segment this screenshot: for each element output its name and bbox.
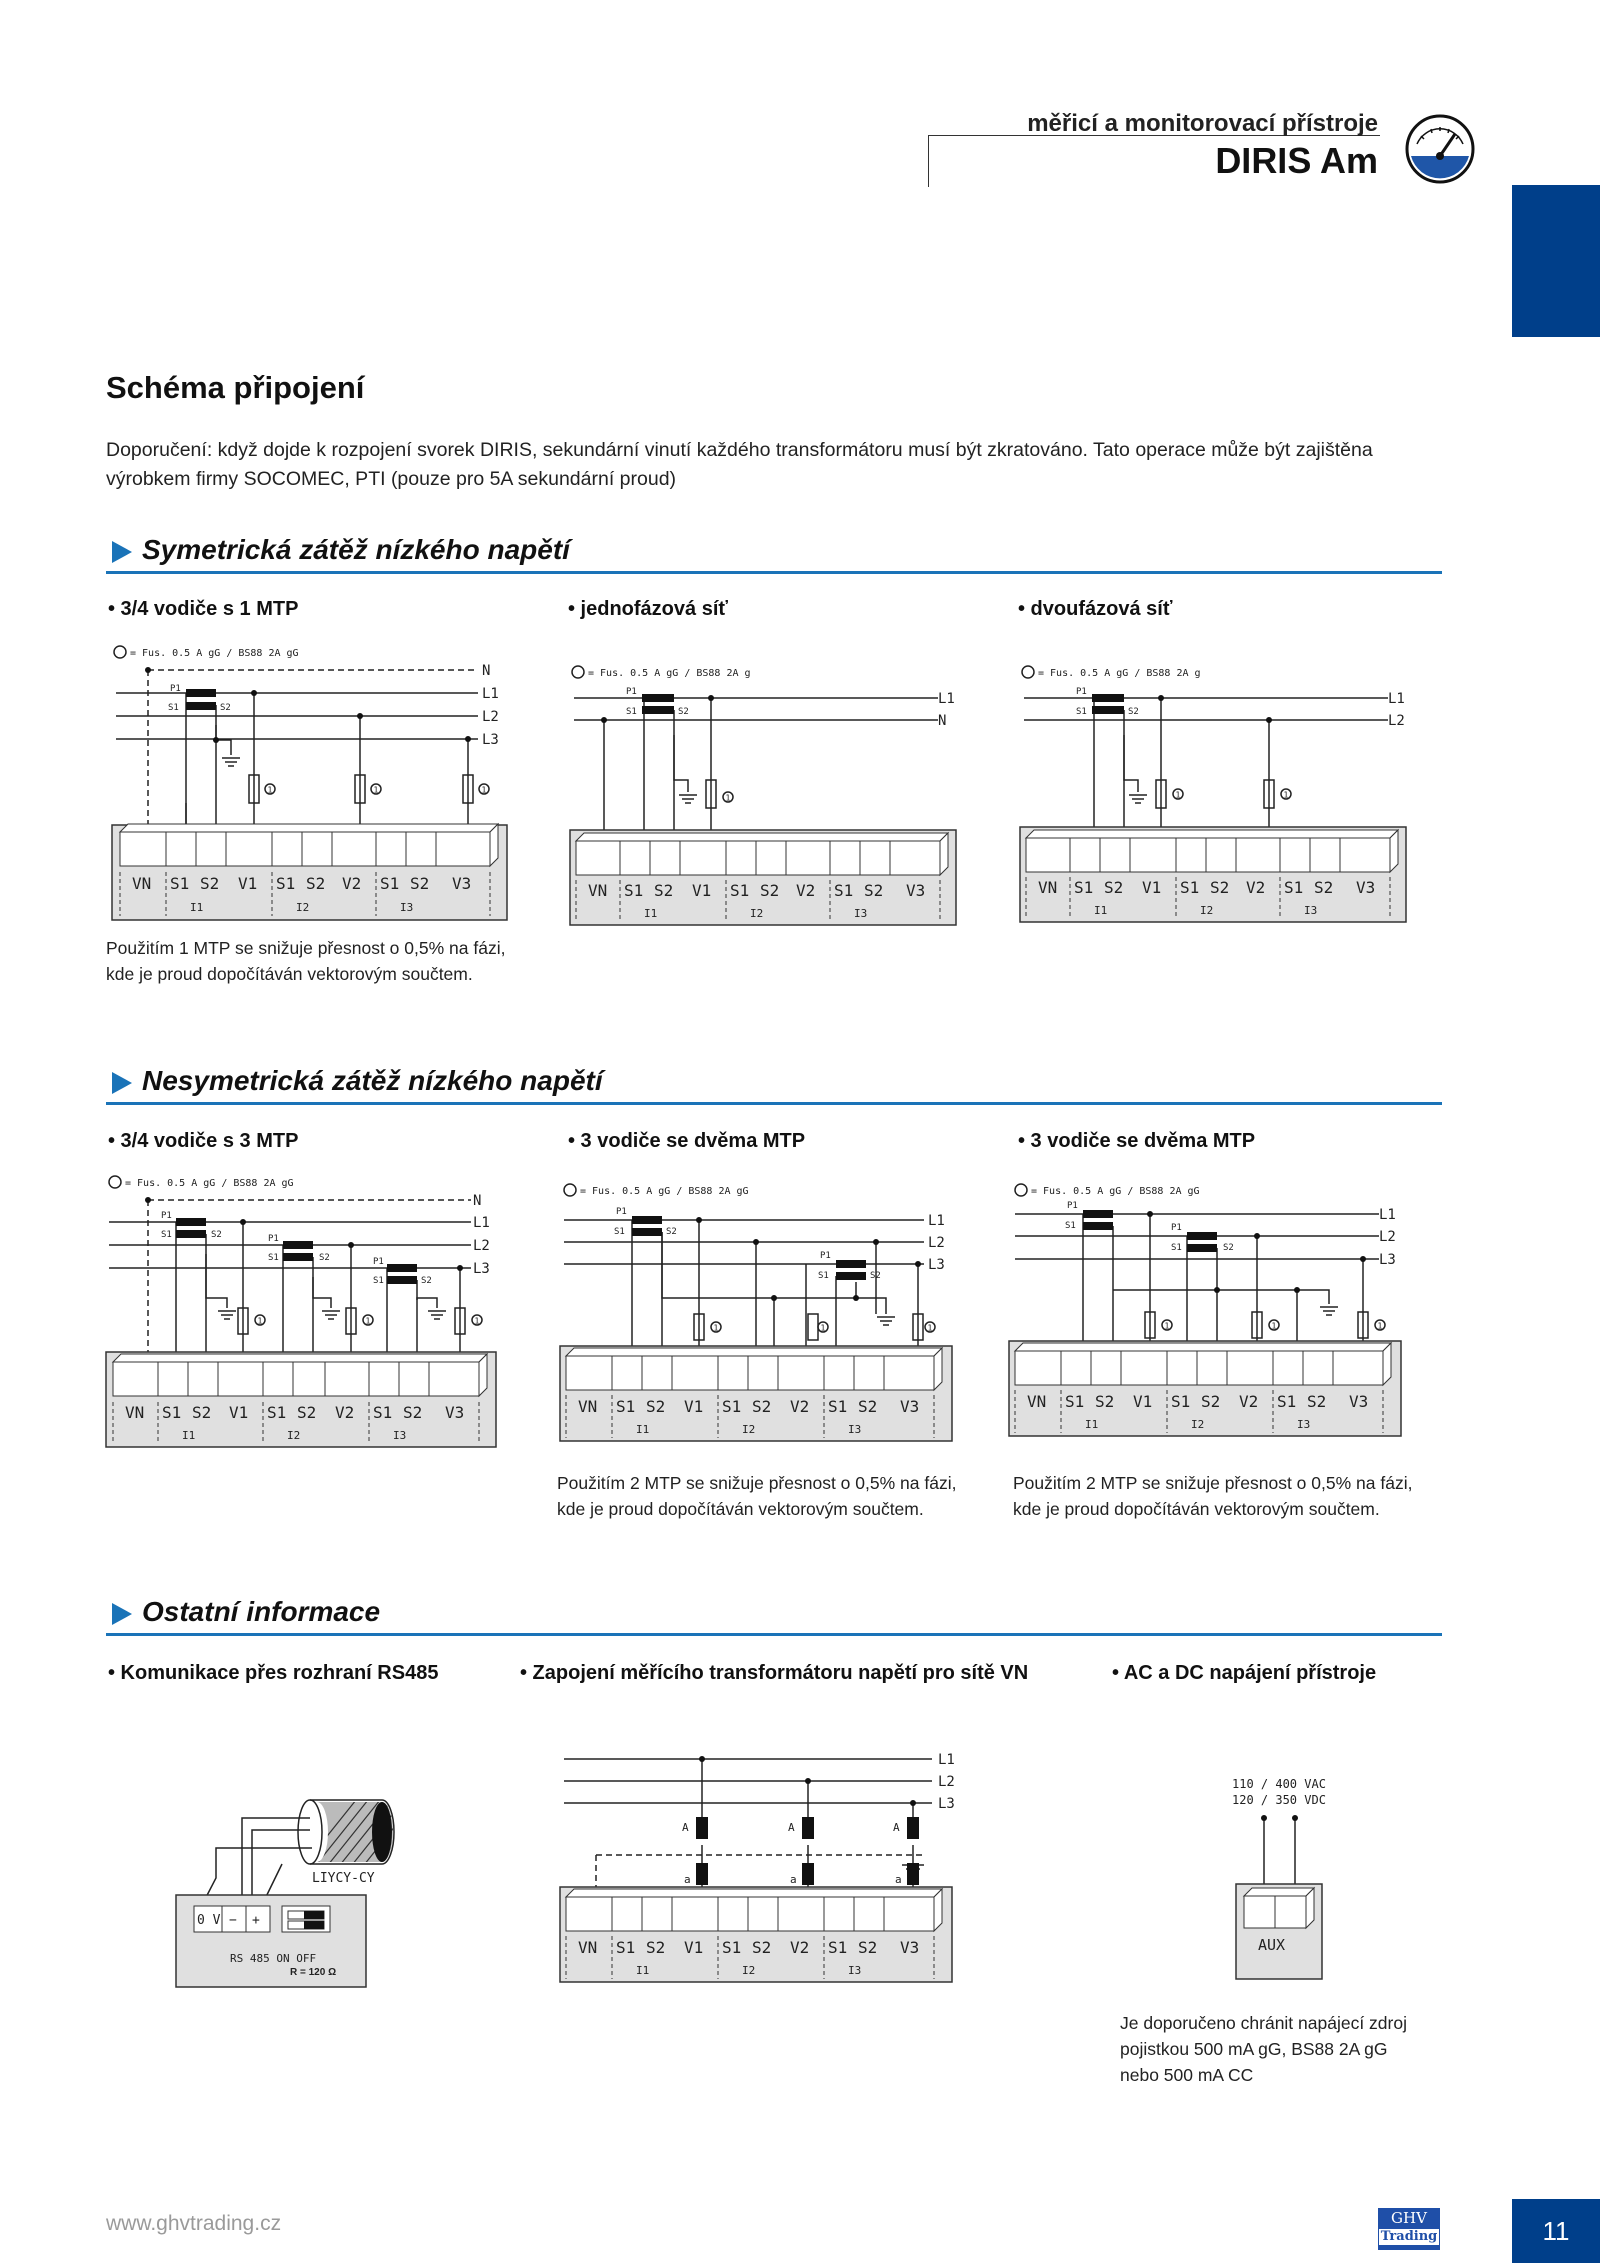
- svg-text:P1: P1: [268, 1234, 279, 1244]
- svg-text:L1: L1: [938, 691, 955, 707]
- section-header-asymmetric: [106, 1064, 1442, 1105]
- svg-text:L2: L2: [1379, 1229, 1396, 1245]
- svg-text:S2: S2: [870, 1271, 881, 1281]
- svg-text:N: N: [482, 663, 491, 679]
- wiring-diagram-asym-3mtp: [103, 1172, 523, 1452]
- note-sym-1mtp: Použitím 1 MTP se snižuje přesnost o 0,5% na fázi, kde je proud dopočítáván vektorovým součtem.: [106, 938, 506, 984]
- svg-text:V1: V1: [684, 1397, 704, 1416]
- subheading-other-col1: • Komunikace přes rozhraní RS485: [108, 1662, 439, 1684]
- svg-text:S2: S2: [858, 1397, 878, 1416]
- svg-text:S1: S1: [722, 1938, 742, 1957]
- svg-text:S1: S1: [1171, 1243, 1182, 1253]
- svg-text:L1: L1: [473, 1215, 490, 1231]
- svg-text:L1: L1: [928, 1213, 945, 1229]
- section-title: Symetrická zátěž nízkého napětí: [142, 534, 570, 565]
- svg-text:VN: VN: [1027, 1392, 1047, 1411]
- svg-text:V1: V1: [692, 881, 712, 900]
- svg-text:I1: I1: [1085, 1418, 1099, 1431]
- svg-text:= Fus. 0.5 A gG / BS88 2A g: = Fus. 0.5 A gG / BS88 2A g: [1038, 668, 1201, 679]
- svg-text:S2: S2: [200, 874, 220, 893]
- svg-text:S2: S2: [1104, 878, 1124, 897]
- svg-text:S1: S1: [614, 1227, 625, 1237]
- svg-text:a: a: [684, 1873, 691, 1886]
- section-title: Nesymetrická zátěž nízkého napětí: [142, 1065, 603, 1096]
- fuse-marker: 1: [927, 1323, 933, 1333]
- svg-text:a: a: [895, 1873, 902, 1886]
- note-aux-supply: Je doporučeno chránit napájecí zdroj pojistkou 500 mA gG, BS88 2A gG nebo 500 mA CC: [1120, 2013, 1407, 2085]
- svg-text:L1: L1: [1379, 1207, 1396, 1223]
- svg-text:P1: P1: [373, 1257, 384, 1267]
- svg-text:S1: S1: [828, 1938, 848, 1957]
- svg-text:L2: L2: [938, 1774, 955, 1790]
- svg-text:LIYCY-CY: LIYCY-CY: [312, 1871, 375, 1886]
- svg-text:V3: V3: [1356, 878, 1376, 897]
- svg-text:S1: S1: [616, 1938, 636, 1957]
- svg-text:S1: S1: [267, 1403, 287, 1422]
- fuse-marker: 1: [1377, 1321, 1383, 1331]
- fuse-marker: 1: [713, 1323, 719, 1333]
- side-tab: [1512, 185, 1600, 337]
- svg-text:S2: S2: [220, 703, 231, 713]
- svg-text:S1: S1: [730, 881, 750, 900]
- svg-text:L1: L1: [938, 1752, 955, 1768]
- svg-text:S1: S1: [616, 1397, 636, 1416]
- svg-text:S1: S1: [1076, 707, 1087, 717]
- header-title: DIRIS Am: [1215, 140, 1378, 181]
- svg-text:I3: I3: [848, 1423, 862, 1436]
- svg-text:P1: P1: [161, 1211, 172, 1221]
- svg-text:L2: L2: [1388, 713, 1405, 729]
- section-arrow-icon: [112, 541, 132, 563]
- svg-text:P1: P1: [820, 1251, 831, 1261]
- fuse-marker: 1: [365, 1316, 371, 1326]
- svg-text:S2: S2: [403, 1403, 423, 1422]
- fuse-marker: 1: [820, 1323, 826, 1333]
- svg-text:VN: VN: [578, 1938, 598, 1957]
- svg-text:L3: L3: [938, 1796, 955, 1812]
- svg-text:S1: S1: [1180, 878, 1200, 897]
- svg-text:VN: VN: [132, 874, 152, 893]
- svg-text:V1: V1: [1142, 878, 1162, 897]
- subheading-asym-col1: • 3/4 vodiče s 3 MTP: [108, 1130, 299, 1152]
- svg-text:S1: S1: [1074, 878, 1094, 897]
- svg-text:S2: S2: [752, 1397, 772, 1416]
- svg-text:I2: I2: [1200, 904, 1214, 917]
- svg-text:P1: P1: [1076, 687, 1087, 697]
- svg-text:V2: V2: [1246, 878, 1266, 897]
- svg-text:V3: V3: [906, 881, 926, 900]
- svg-text:S2: S2: [858, 1938, 878, 1957]
- header-rule-vertical: [928, 135, 929, 187]
- section-arrow-icon: [112, 1603, 132, 1625]
- svg-text:S2: S2: [646, 1397, 666, 1416]
- svg-text:S2: S2: [1201, 1392, 1221, 1411]
- svg-text:I1: I1: [190, 901, 204, 914]
- svg-text:P1: P1: [616, 1207, 627, 1217]
- svg-text:S2: S2: [1128, 707, 1139, 717]
- svg-text:S1: S1: [834, 881, 854, 900]
- svg-text:L3: L3: [473, 1261, 490, 1277]
- svg-text:L3: L3: [482, 732, 499, 748]
- svg-text:V2: V2: [790, 1938, 810, 1957]
- svg-text:I2: I2: [287, 1429, 301, 1442]
- svg-text:S2: S2: [1210, 878, 1230, 897]
- subheading-sym-col1: • 3/4 vodiče s 1 MTP: [108, 598, 299, 620]
- svg-text:I1: I1: [644, 907, 658, 920]
- svg-text:S2: S2: [646, 1938, 666, 1957]
- svg-text:P1: P1: [1067, 1201, 1078, 1211]
- page-number: 11: [1512, 2199, 1600, 2263]
- subheading-sym-col2: • jednofázová síť: [568, 598, 728, 620]
- svg-text:120 / 350 VDC: 120 / 350 VDC: [1232, 1793, 1326, 1807]
- svg-text:A: A: [788, 1821, 795, 1834]
- svg-text:V2: V2: [1239, 1392, 1259, 1411]
- svg-text:I2: I2: [1191, 1418, 1205, 1431]
- svg-text:V2: V2: [335, 1403, 355, 1422]
- svg-text:S2: S2: [678, 707, 689, 717]
- svg-text:N: N: [473, 1193, 482, 1209]
- svg-text:S2: S2: [410, 874, 430, 893]
- fuse-marker: 1: [373, 785, 379, 795]
- fuse-marker: 1: [1175, 790, 1181, 800]
- svg-text:A: A: [682, 1821, 689, 1834]
- svg-text:I2: I2: [742, 1423, 756, 1436]
- svg-text:= Fus. 0.5 A gG / BS88 2A gG: = Fus. 0.5 A gG / BS88 2A gG: [580, 1186, 749, 1197]
- svg-text:L1: L1: [1388, 691, 1405, 707]
- subheading-asym-col3: • 3 vodiče se dvěma MTP: [1018, 1130, 1256, 1152]
- note-3wire-2mtp-a: Použitím 2 MTP se snižuje přesnost o 0,5% na fázi, kde je proud dopočítáván vektorovým součtem.: [557, 1473, 957, 1519]
- note-3wire-2mtp-b: Použitím 2 MTP se snižuje přesnost o 0,5% na fázi, kde je proud dopočítáván vektorovým součtem.: [1013, 1473, 1413, 1519]
- svg-text:RS 485 ON OFF: RS 485 ON OFF: [230, 1952, 317, 1965]
- svg-text:S2: S2: [306, 874, 326, 893]
- svg-text:V3: V3: [900, 1397, 920, 1416]
- svg-text:S2: S2: [1314, 878, 1334, 897]
- svg-text:I3: I3: [1297, 1418, 1311, 1431]
- svg-text:L2: L2: [473, 1238, 490, 1254]
- section-header-symmetric: [106, 533, 1442, 574]
- svg-text:V1: V1: [684, 1938, 704, 1957]
- svg-text:I1: I1: [182, 1429, 196, 1442]
- svg-text:L1: L1: [482, 686, 499, 702]
- svg-text:I1: I1: [636, 1423, 650, 1436]
- fuse-marker: 1: [474, 1316, 480, 1326]
- svg-text:I1: I1: [636, 1964, 650, 1977]
- section-arrow-icon: [112, 1072, 132, 1094]
- fuse-marker: 1: [267, 785, 273, 795]
- svg-text:S1: S1: [818, 1271, 829, 1281]
- svg-text:V2: V2: [790, 1397, 810, 1416]
- svg-text:S1: S1: [722, 1397, 742, 1416]
- svg-text:I2: I2: [296, 901, 310, 914]
- svg-text:VN: VN: [578, 1397, 598, 1416]
- svg-text:+: +: [252, 1913, 260, 1928]
- section-title: Ostatní informace: [142, 1596, 381, 1627]
- svg-text:P1: P1: [626, 687, 637, 697]
- svg-text:S1: S1: [162, 1403, 182, 1422]
- svg-text:L3: L3: [1379, 1252, 1396, 1268]
- svg-text:S1: S1: [161, 1230, 172, 1240]
- subheading-asym-col2: • 3 vodiče se dvěma MTP: [568, 1130, 806, 1152]
- svg-text:V3: V3: [900, 1938, 920, 1957]
- svg-text:S1: S1: [268, 1253, 279, 1263]
- svg-text:I3: I3: [848, 1964, 862, 1977]
- footer-url[interactable]: www.ghvtrading.cz: [106, 2212, 282, 2235]
- svg-text:S1: S1: [1171, 1392, 1191, 1411]
- wiring-diagram-3wire-2mtp-a: [556, 1178, 976, 1448]
- meter-gauge-icon: [1405, 114, 1475, 184]
- fuse-marker: 1: [1283, 790, 1289, 800]
- wiring-diagram-single-phase: [566, 660, 986, 935]
- svg-text:S2: S2: [1223, 1243, 1234, 1253]
- svg-text:S2: S2: [760, 881, 780, 900]
- fuse-marker: 1: [1271, 1321, 1277, 1331]
- intro-paragraph: Doporučení: když dojde k rozpojení svorek DIRIS, sekundární vinutí každého transformátoru musí být zkratováno. Tato operace může být zajištěna výrobkem firmy SOCOMEC, PTI (pouze pro 5A sekundární proud): [106, 439, 1373, 490]
- section-header-other: [106, 1595, 1442, 1636]
- svg-text:= Fus. 0.5 A gG / BS88 2A gG: = Fus. 0.5 A gG / BS88 2A gG: [1031, 1186, 1200, 1197]
- svg-text:I2: I2: [750, 907, 764, 920]
- svg-text:P1: P1: [170, 684, 181, 694]
- svg-text:S1: S1: [276, 874, 296, 893]
- rs485-diagram: [172, 1790, 412, 1990]
- fuse-marker: 1: [1164, 1321, 1170, 1331]
- svg-text:V3: V3: [452, 874, 472, 893]
- svg-text:R = 120 Ω: R = 120 Ω: [290, 1967, 337, 1978]
- fuse-marker: 1: [481, 785, 487, 795]
- svg-text:I2: I2: [742, 1964, 756, 1977]
- wiring-diagram-two-phase: [1016, 660, 1436, 935]
- svg-text:S2: S2: [319, 1253, 330, 1263]
- vn-voltage-transformer-diagram: [556, 1745, 976, 1990]
- fuse-marker: 1: [257, 1316, 263, 1326]
- svg-text:S1: S1: [1284, 878, 1304, 897]
- svg-text:S2: S2: [421, 1276, 432, 1286]
- aux-supply-diagram: [1222, 1770, 1362, 1980]
- svg-text:V3: V3: [1349, 1392, 1369, 1411]
- svg-text:I3: I3: [854, 907, 868, 920]
- svg-text:S1: S1: [380, 874, 400, 893]
- svg-text:A: A: [893, 1821, 900, 1834]
- svg-text:S1: S1: [828, 1397, 848, 1416]
- svg-text:110 / 400 VAC: 110 / 400 VAC: [1232, 1777, 1326, 1791]
- svg-text:V2: V2: [796, 881, 816, 900]
- subheading-other-col3: • AC a DC napájení přístroje: [1112, 1662, 1377, 1684]
- svg-text:S1: S1: [170, 874, 190, 893]
- svg-text:I3: I3: [400, 901, 414, 914]
- svg-text:S2: S2: [666, 1227, 677, 1237]
- svg-text:S2: S2: [1307, 1392, 1327, 1411]
- svg-text:−: −: [229, 1913, 237, 1928]
- svg-text:V1: V1: [238, 874, 258, 893]
- svg-text:V3: V3: [445, 1403, 465, 1422]
- svg-text:N: N: [938, 713, 947, 729]
- ghv-trading-logo: GHV Trading: [1378, 2208, 1440, 2250]
- svg-text:S1: S1: [626, 707, 637, 717]
- svg-text:S1: S1: [1065, 1221, 1076, 1231]
- svg-text:0 V: 0 V: [197, 1913, 221, 1928]
- svg-text:AUX: AUX: [1258, 1936, 1286, 1954]
- svg-text:VN: VN: [1038, 878, 1058, 897]
- svg-text:V1: V1: [229, 1403, 249, 1422]
- svg-text:a: a: [790, 1873, 797, 1886]
- wiring-diagram-3wire-2mtp-b: [1007, 1178, 1427, 1448]
- svg-text:S2: S2: [654, 881, 674, 900]
- svg-text:S2: S2: [211, 1230, 222, 1240]
- wiring-diagram-sym-1mtp: [106, 640, 526, 930]
- svg-text:S2: S2: [1095, 1392, 1115, 1411]
- svg-text:I3: I3: [1304, 904, 1318, 917]
- svg-text:VN: VN: [125, 1403, 145, 1422]
- svg-text:L3: L3: [928, 1257, 945, 1273]
- svg-text:S1: S1: [1065, 1392, 1085, 1411]
- svg-text:L2: L2: [928, 1235, 945, 1251]
- svg-text:V1: V1: [1133, 1392, 1153, 1411]
- header-subtitle: měřicí a monitorovací přístroje: [1027, 110, 1378, 137]
- svg-text:S1: S1: [373, 1276, 384, 1286]
- fuse-marker: 1: [725, 793, 731, 803]
- svg-text:P1: P1: [1171, 1223, 1182, 1233]
- subheading-other-col2: • Zapojení měřícího transformátoru napětí pro sítě VN: [520, 1662, 1029, 1684]
- svg-text:= Fus. 0.5 A gG / BS88 2A gG: = Fus. 0.5 A gG / BS88 2A gG: [125, 1178, 294, 1189]
- svg-text:I3: I3: [393, 1429, 407, 1442]
- subheading-sym-col3: • dvoufázová síť: [1018, 598, 1173, 620]
- svg-text:VN: VN: [588, 881, 608, 900]
- svg-text:L2: L2: [482, 709, 499, 725]
- svg-text:= Fus. 0.5 A gG / BS88 2A g: = Fus. 0.5 A gG / BS88 2A g: [588, 668, 751, 679]
- svg-text:= Fus. 0.5 A gG / BS88 2A gG: = Fus. 0.5 A gG / BS88 2A gG: [130, 648, 299, 659]
- svg-text:S1: S1: [168, 703, 179, 713]
- svg-text:S1: S1: [624, 881, 644, 900]
- svg-text:S2: S2: [297, 1403, 317, 1422]
- svg-text:S1: S1: [1277, 1392, 1297, 1411]
- svg-text:S2: S2: [752, 1938, 772, 1957]
- svg-text:I1: I1: [1094, 904, 1108, 917]
- svg-text:S2: S2: [864, 881, 884, 900]
- svg-text:S2: S2: [192, 1403, 212, 1422]
- svg-text:S1: S1: [373, 1403, 393, 1422]
- page-title: Schéma připojení: [106, 370, 365, 405]
- svg-text:V2: V2: [342, 874, 362, 893]
